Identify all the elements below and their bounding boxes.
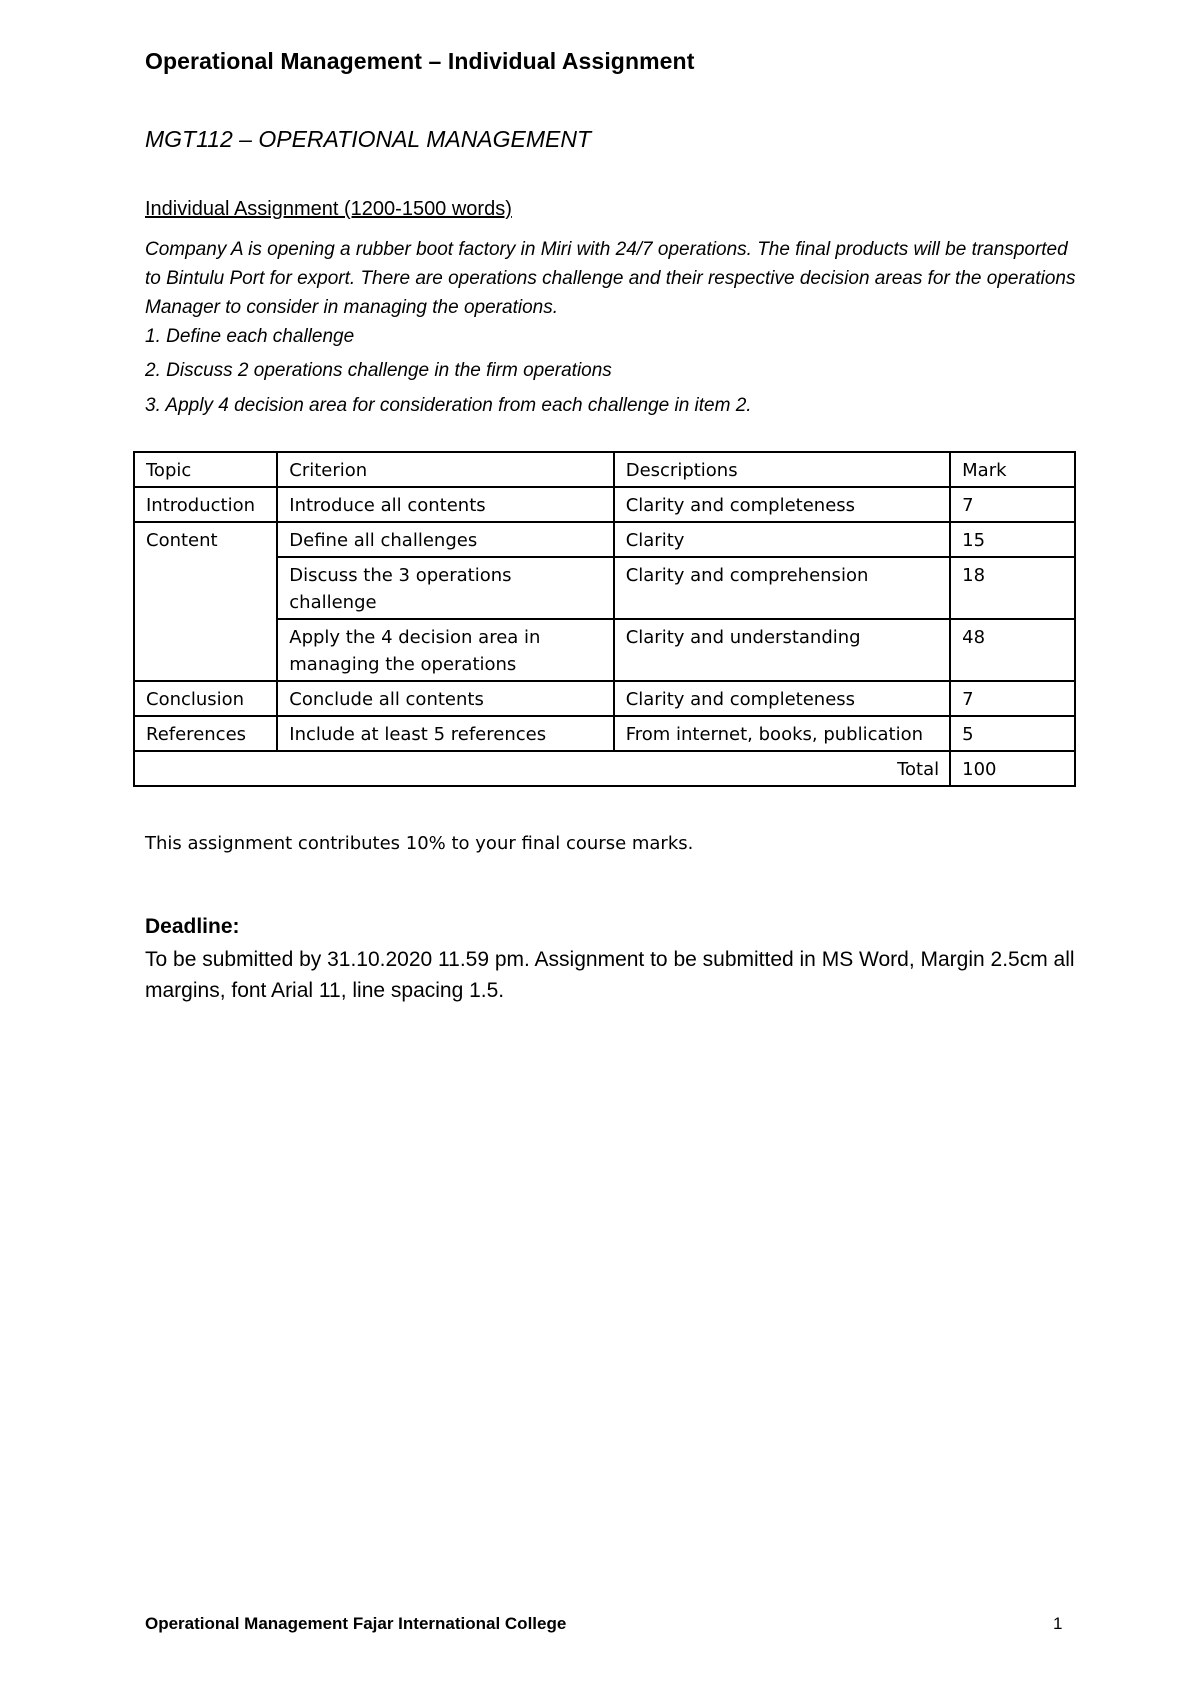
total-label: Total xyxy=(134,751,950,786)
topic-cell: Introduction xyxy=(134,487,277,522)
deadline-label: Deadline: xyxy=(145,915,240,938)
criterion-cell: Discuss the 3 operations challenge xyxy=(277,557,613,619)
table-total-row xyxy=(134,751,1075,786)
task-item: 2. Discuss 2 operations challenge in the firm operations xyxy=(145,360,612,381)
task-item: 1. Define each challenge xyxy=(145,326,355,347)
mark-cell: 48 xyxy=(950,619,1075,681)
deadline-text: To be submitted by 31.10.2020 11.59 pm. Assignment to be submitted in MS Word, Margin 2.5cm all margins, font Arial 11, line spacing 1.5. xyxy=(145,948,1075,1002)
mark-cell: 7 xyxy=(950,681,1075,716)
task-item: 3. Apply 4 decision area for consideration from each challenge in item 2. xyxy=(145,395,752,416)
table-row xyxy=(134,681,1075,716)
contribution-note: This assignment contributes 10% to your final course marks. xyxy=(145,833,694,854)
criterion-cell: Define all challenges xyxy=(277,522,613,557)
marking-rubric-table xyxy=(133,451,1076,787)
header-cell: Mark xyxy=(950,452,1075,487)
footer-text: Operational Management Fajar International College xyxy=(145,1614,567,1633)
description-cell: Clarity and comprehension xyxy=(614,557,950,619)
table-row xyxy=(134,716,1075,751)
mark-cell: 7 xyxy=(950,487,1075,522)
total-value: 100 xyxy=(950,751,1075,786)
criterion-cell: Conclude all contents xyxy=(277,681,613,716)
table-row xyxy=(134,522,1075,557)
header-cell: Criterion xyxy=(277,452,613,487)
topic-cell: Content xyxy=(134,522,277,681)
topic-cell: References xyxy=(134,716,277,751)
criterion-cell: Apply the 4 decision area in managing the operations xyxy=(277,619,613,681)
description-cell: Clarity and completeness xyxy=(614,487,950,522)
mark-cell: 5 xyxy=(950,716,1075,751)
mark-cell: 15 xyxy=(950,522,1075,557)
topic-cell: Conclusion xyxy=(134,681,277,716)
table-header-row xyxy=(134,452,1075,487)
assignment-brief: Company A is opening a rubber boot factory in Miri with 24/7 operations. The final products will be transported to Bintulu Port for export. There are operations challenge and their respective decision areas for the operations Manager to consider in managing the operations. xyxy=(145,239,1076,318)
description-cell: From internet, books, publication xyxy=(614,716,950,751)
mark-cell: 18 xyxy=(950,557,1075,619)
table-row xyxy=(134,487,1075,522)
description-cell: Clarity and completeness xyxy=(614,681,950,716)
criterion-cell: Introduce all contents xyxy=(277,487,613,522)
page-number: 1 xyxy=(1053,1614,1063,1633)
document-title: Operational Management – Individual Assignment xyxy=(145,48,695,74)
assignment-heading: Individual Assignment (1200-1500 words) xyxy=(145,198,512,220)
header-cell: Descriptions xyxy=(614,452,950,487)
criterion-cell: Include at least 5 references xyxy=(277,716,613,751)
header-cell: Topic xyxy=(134,452,277,487)
course-code: MGT112 – OPERATIONAL MANAGEMENT xyxy=(145,126,592,152)
description-cell: Clarity xyxy=(614,522,950,557)
description-cell: Clarity and understanding xyxy=(614,619,950,681)
